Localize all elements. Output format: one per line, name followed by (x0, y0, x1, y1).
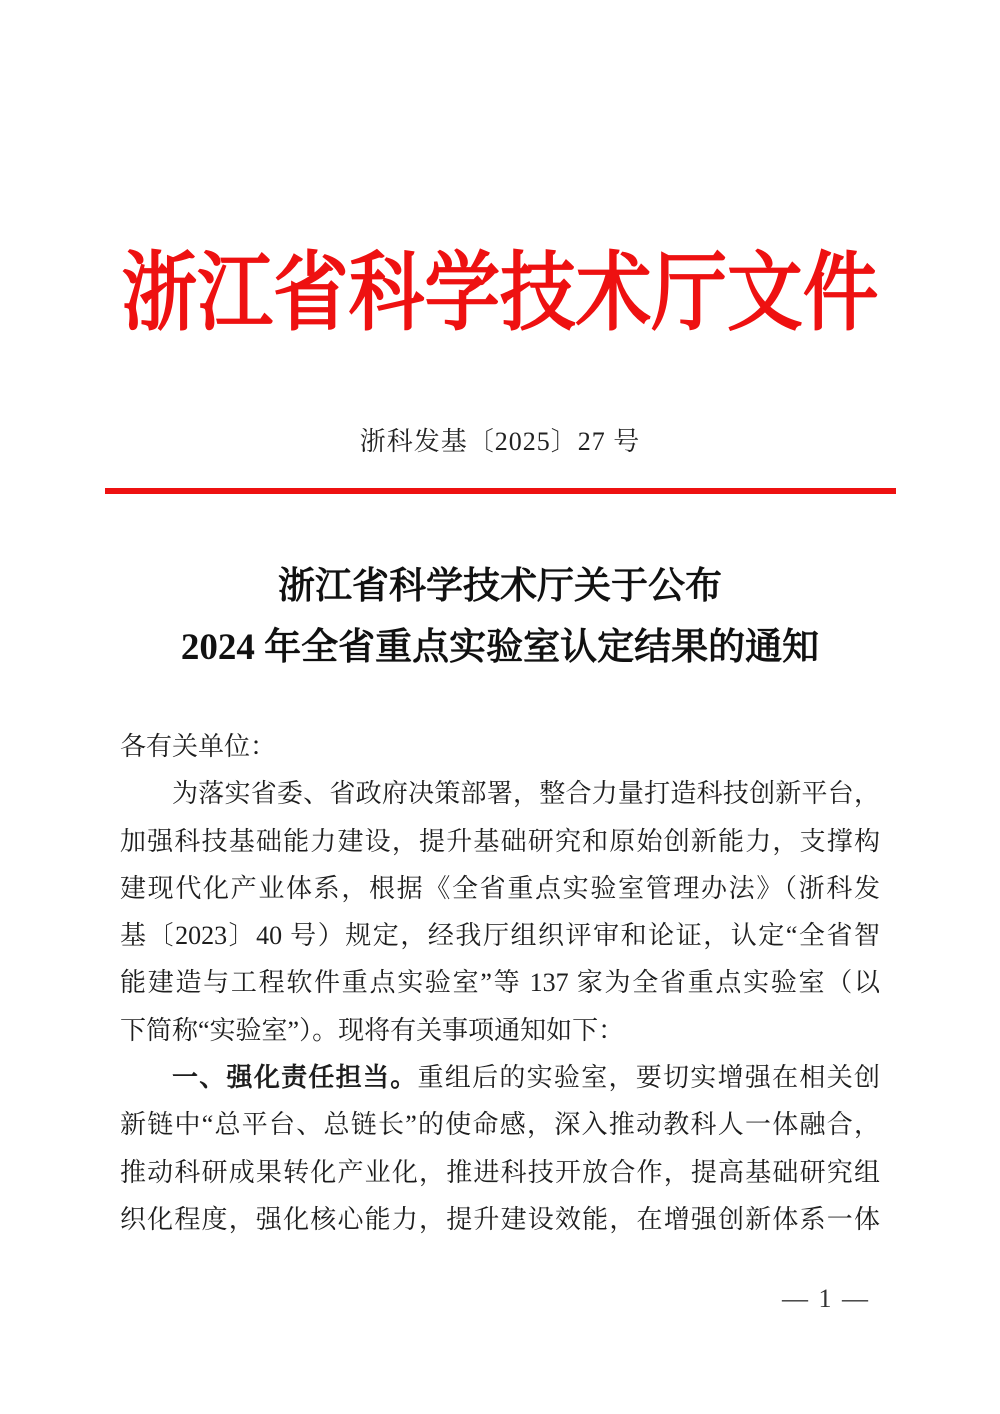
page-number: — 1 — (782, 1284, 870, 1313)
body-line (120, 959, 880, 1006)
body-line (120, 723, 880, 770)
body-emphasis: 一、强化责任担当。 (172, 1063, 418, 1093)
body-run: 织化程度，强化核心能力，提升建设效能，在增强创新体系一体 (120, 1204, 880, 1234)
letterhead-title-text: 浙江省科学技术厅文件 (121, 245, 879, 341)
document-title (0, 556, 1000, 678)
body-text (120, 723, 880, 1243)
document-title-line1: 浙江省科学技术厅关于公布 (278, 566, 722, 607)
body-line (120, 770, 880, 817)
body-run: 建现代化产业体系，根据《全省重点实验室管理办法》（浙科发 (120, 873, 880, 903)
body-run: 推动科研成果转化产业化，推进科技开放合作，提高基础研究组 (120, 1157, 880, 1187)
body-run: 为落实省委、省政府决策部署，整合力量打造科技创新平台， (172, 779, 880, 809)
body-run: 能建造与工程软件重点实验室”等 137 家为全省重点实验室（以 (120, 968, 880, 998)
body-line (120, 818, 880, 865)
body-line (120, 1196, 880, 1243)
body-line (120, 865, 880, 912)
body-run: 基〔2023〕40 号）规定，经我厅组织评审和论证，认定“全省智 (120, 921, 880, 951)
letterhead-title (0, 245, 1000, 361)
body-line (120, 1101, 880, 1148)
document-number: 浙科发基〔2025〕27 号 (359, 427, 641, 456)
letterhead-rule (105, 488, 896, 494)
body-line (120, 1007, 880, 1054)
body-run: 重组后的实验室，要切实增强在相关创 (417, 1063, 880, 1093)
body-run: 各有关单位： (120, 732, 277, 761)
document-title-line2: 2024 年全省重点实验室认定结果的通知 (180, 627, 820, 668)
body-run: 新链中“总平台、总链长”的使命感，深入推动教科人一体融合， (120, 1110, 880, 1140)
body-line (120, 912, 880, 959)
body-line (120, 1054, 880, 1101)
body-run: 加强科技基础能力建设，提升基础研究和原始创新能力，支撑构 (120, 826, 880, 856)
body-run: 下简称“实验室”）。现将有关事项通知如下： (120, 1015, 625, 1045)
body-line (120, 1149, 880, 1196)
